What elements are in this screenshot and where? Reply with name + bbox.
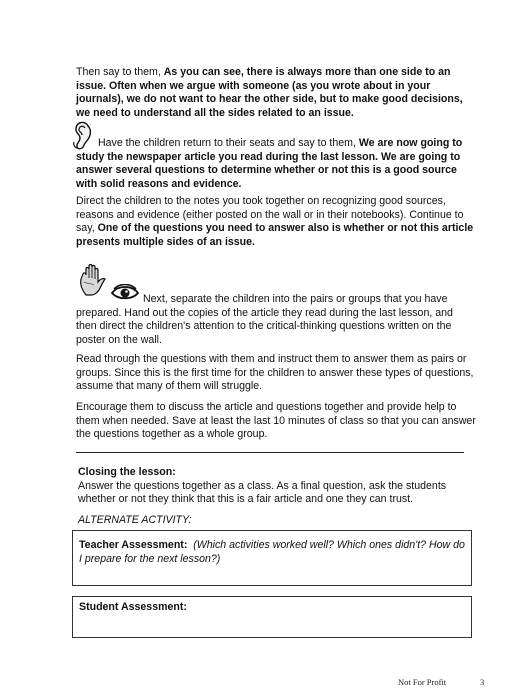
paragraph-intro-bold: As you can see, there is always more than one side to an issue. Often when we argue with someone (as you wrote about in your journals), we do not want to hear the other side, but to make good decisions, we need to understand all the sides related to an issue. [76,66,463,119]
paragraph-intro-plain: Then say to them, [76,66,164,78]
hand-icon [78,262,108,296]
paragraph-intro [76,66,476,120]
paragraph-newspaper [76,137,476,191]
closing-body: Answer the questions together as a class. As a final question, ask the students whether or not they think that this is a fair article and one they can trust. [78,479,447,506]
paragraph-notes-plain: Direct the children to the notes you took together on recognizing good sources, reasons and evidence (either posted on the wall or in their notebooks). Continue to say, [76,195,464,235]
footer-notice: Not For Profit [398,677,447,687]
paragraph-notes [76,195,476,249]
student-assessment-box [72,596,472,638]
alternate-activity-label: ALTERNATE ACTIVITY: [78,514,192,526]
paragraph-newspaper-bold: We are now going to study the newspaper article you read during the last lesson. We are going to answer several questions to determine whether or not this is a good source with solid reasons and evidence. [76,137,463,190]
teacher-assessment-label: Teacher Assessment: [79,539,188,551]
paragraph-newspaper-plain: Have the children return to their seats and say to them, [98,137,359,149]
closing-heading: Closing the lesson: [78,466,176,478]
section-divider [76,452,464,453]
paragraph-pairs-plain: Next, separate the children into the pairs or groups that you have prepared. Hand out the copies of the article they read during the last lesson, and then direct the children's attention to the critical-thinking questions written on the poster on the wall. [76,293,453,346]
student-assessment-label: Student Assessment: [79,601,187,613]
teacher-assessment-box [72,530,472,586]
paragraph-encourage [76,401,476,442]
closing-section [78,466,478,507]
paragraph-instruct-plain: Read through the questions with them and instruct them to answer them as pairs or groups. Since this is the first time for the children to answer these types of questions, assume that many of them will struggle. [76,353,474,393]
page-number: 3 [480,677,485,687]
teacher-assessment-prompt: (Which activities worked well? Which ones didn't? How do I prepare for the next lesson?) [79,539,465,565]
paragraph-notes-bold: One of the questions you need to answer also is whether or not this article presents multiple sides of an issue. [76,222,474,248]
paragraph-instruct [76,353,476,394]
paragraph-encourage-plain: Encourage them to discuss the article and questions together and provide help to them when needed. Save at least the last 10 minutes of class so that you can answer the questions together as a whole group. [76,401,476,441]
paragraph-pairs [76,293,476,347]
